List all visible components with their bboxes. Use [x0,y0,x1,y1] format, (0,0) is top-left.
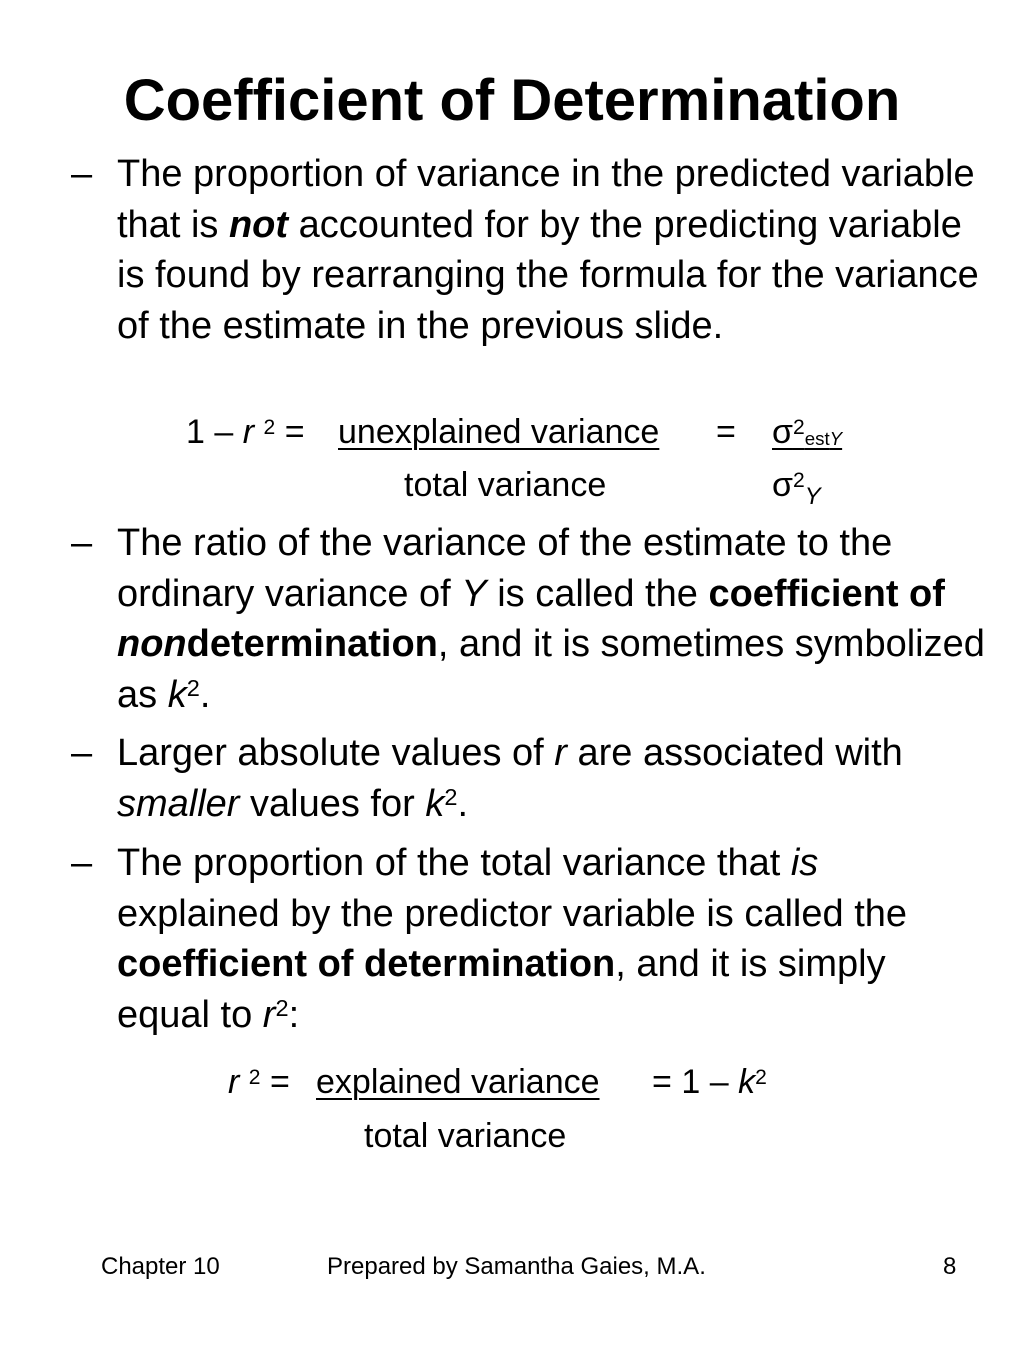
formula-2-minus: – [709,1063,729,1101]
sigma-symbol-2: σ [772,466,793,504]
bullet-2 [71,518,987,720]
bullet-3-text-b: are associated with [566,732,903,774]
formula-1-r: r [242,413,255,451]
bullet-3 [71,728,987,829]
formula-1-r-exp: 2 [263,415,276,439]
bullet-2-text-a: The ratio of the variance of the estimate to the ordinary variance of [117,522,893,615]
bullet-2-bold-a: coefficient of [708,572,945,615]
bullet-2-text-d: . [199,673,211,716]
formula-1-one: 1 [186,413,205,451]
formula-2-numerator: explained variance [316,1063,600,1101]
bullet-2-bold-b: determination [186,623,438,665]
bullet-3-text-c: values for [239,782,426,825]
formula-1-minus: – [214,413,234,451]
formula-1-sigma-y [772,465,821,510]
formula-2-r: r [228,1063,240,1101]
bullet-2-k: k [167,673,187,716]
bullet-1-emphasis: not [228,203,289,246]
bullet-dash: – [71,732,93,774]
formula-2-denominator: total variance [364,1117,567,1155]
formula-2-r-exp: 2 [248,1065,261,1089]
formula-2-k: k [738,1063,756,1101]
bullet-2-y: Y [461,572,487,615]
bullet-4-text-b: explained by the predictor variable is called the [117,892,908,935]
bullet-2-bold-italic: non [117,623,187,665]
sigma-sub-y: Y [829,427,843,449]
bullet-dash: – [71,842,93,884]
bullet-4-text-a: The proportion of the total variance that [117,842,791,884]
formula-2-k-exp: 2 [755,1065,767,1089]
bullet-2-text-c: , and it is sometimes symbolized as [117,623,985,716]
bullet-1 [71,149,987,351]
bullet-3-k: k [425,782,445,825]
formula-1-numerator: unexplained variance [338,413,660,451]
bullet-4-text-d: : [288,993,300,1036]
sigma-symbol: σ [772,413,793,451]
bullet-3-emphasis: smaller [117,782,240,825]
formula-1-equals-2: = [716,413,736,451]
footer-page-number: 8 [943,1253,957,1280]
bullet-2-text-b: is called the [486,572,709,615]
bullet-4-r-exp: 2 [275,994,289,1021]
footer-chapter: Chapter 10 [101,1253,220,1280]
sigma-exp-2: 2 [792,468,805,492]
slide-title: Coefficient of Determination [123,68,901,133]
bullet-4-bold: coefficient of determination [117,943,616,985]
bullet-2-k-exp: 2 [186,674,200,701]
formula-1-denominator: total variance [404,466,607,504]
bullet-4 [71,838,987,1040]
bullet-4-emphasis: is [790,842,819,884]
bullet-4-r: r [262,993,276,1036]
bullet-1-text-a: The proportion of variance in the predicted variable that is [117,153,975,246]
bullet-3-text-d: . [457,782,469,825]
formula-2-equals-1: = [269,1063,290,1101]
formula-1-equals-1: = [284,413,305,451]
formula-1-lhs [186,412,305,457]
sigma-sub-est: est [804,427,830,449]
formula-2-equals-2: = [652,1063,672,1101]
bullet-3-r: r [554,732,567,774]
formula-2-one: 1 [681,1063,701,1101]
footer-author: Prepared by Samantha Gaies, M.A. [327,1253,706,1280]
bullet-3-k-exp: 2 [444,783,458,810]
bullet-dash: – [71,153,93,195]
bullet-4-text-c: , and it is simply equal to [117,943,886,1036]
formula-2-lhs [228,1062,290,1107]
bullet-dash: – [71,522,93,564]
sigma-exp: 2 [792,415,805,439]
sigma-sub-y-2: Y [804,483,821,511]
formula-1-sigma-est [772,412,842,457]
bullet-3-text-a: Larger absolute values of [117,732,555,774]
bullet-1-text-b: accounted for by the predicting variable is found by rearranging the formula for the variance of the estimate in the previous slide. [117,203,979,347]
formula-2-rhs [652,1062,767,1107]
